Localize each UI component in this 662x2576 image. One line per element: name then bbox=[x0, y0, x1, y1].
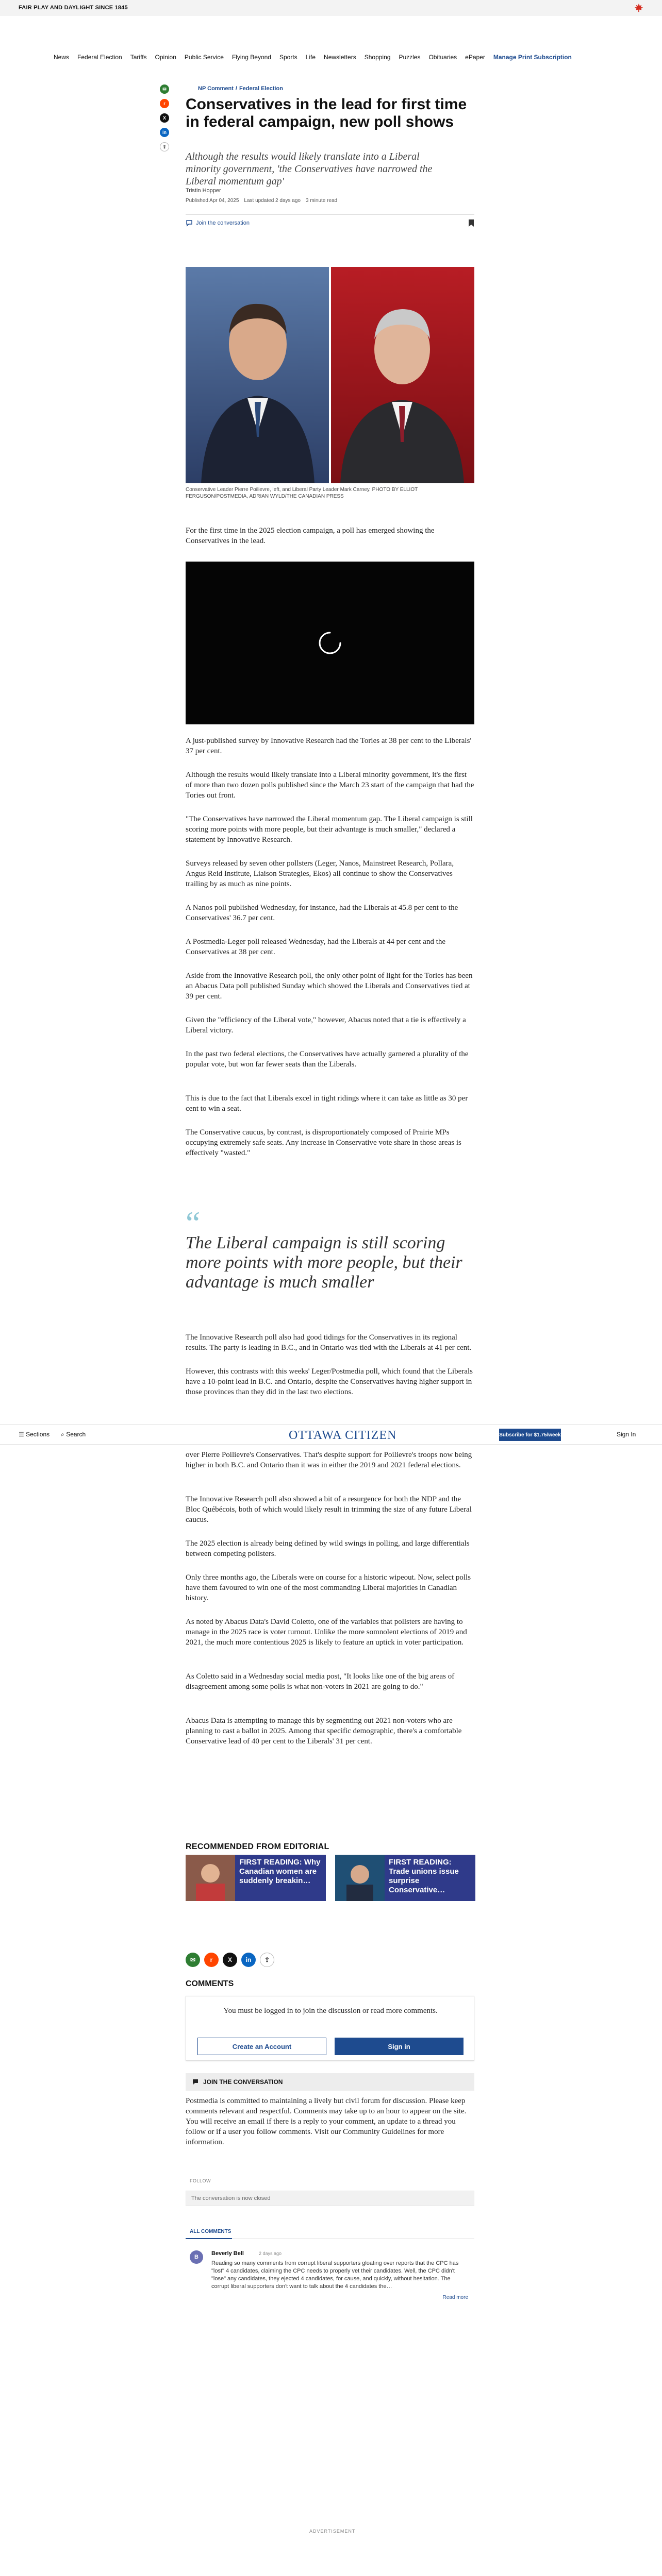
comment-item bbox=[186, 2246, 474, 2308]
recommended-heading: RECOMMENDED FROM EDITORIAL bbox=[186, 1842, 329, 1851]
updated-date: Last updated 2 days ago bbox=[244, 198, 301, 204]
paragraph-11: The Conservative caucus, by contrast, is disproportionately composed of Prairie MPs occupying extremely safe seats. Any increase in Conservative vote share in those areas is effectively "wasted." bbox=[186, 1128, 461, 1157]
recommended-card[interactable] bbox=[335, 1855, 475, 1901]
paragraph-20: Abacus Data is attempting to manage this by segmenting out 2021 non-voters who are planning to cast a ballot in 2025. Among that specific demographic, there's a comfortable Conservative lead of 40 per cent to the Liberals' 31 per cent. bbox=[186, 1717, 462, 1745]
x-share-icon[interactable]: X bbox=[160, 113, 169, 123]
search-button[interactable]: ⌕ Search bbox=[61, 1431, 86, 1438]
email-share-icon[interactable]: ✉ bbox=[160, 84, 169, 94]
nav-item-shopping[interactable]: Shopping bbox=[364, 54, 391, 61]
paragraph-9: In the past two federal elections, the Conservatives have actually garnered a plurality of the popular vote, but won far fewer seats than the Liberals. bbox=[186, 1050, 469, 1069]
site-logo[interactable]: OTTAWA CITIZEN bbox=[289, 1429, 397, 1442]
paragraph-8: Given the "efficiency of the Liberal vote," however, Abacus noted that a tie is effectively a Liberal victory. bbox=[186, 1016, 466, 1035]
main-nav bbox=[0, 49, 662, 65]
comments-heading: COMMENTS bbox=[186, 1979, 234, 1988]
subscribe-button[interactable]: Subscribe for $1.75/week bbox=[499, 1429, 561, 1441]
paragraph-10: This is due to the fact that Liberals excel in tight ridings where it can take as little as 30 per cent to win a seat. bbox=[186, 1094, 468, 1113]
breadcrumb-federal-election[interactable]: Federal Election bbox=[239, 86, 283, 92]
video-player[interactable] bbox=[186, 562, 474, 724]
nav-item-obituaries[interactable]: Obituaries bbox=[428, 54, 457, 61]
advertisement-label: ADVERTISEMENT bbox=[309, 2529, 356, 2534]
nav-item-puzzles[interactable]: Puzzles bbox=[399, 54, 421, 61]
top-bar bbox=[0, 0, 662, 15]
quote-mark-icon: “ bbox=[186, 1205, 201, 1241]
recommended-thumbnail bbox=[335, 1855, 385, 1901]
commenter-name[interactable]: Beverly Bell bbox=[211, 2250, 244, 2257]
avatar[interactable]: B bbox=[190, 2250, 203, 2264]
comment-bubble-icon bbox=[186, 219, 193, 227]
paragraph-6: A Postmedia-Leger poll released Wednesday, had the Liberals at 44 per cent and the Conservatives at 38 per cent. bbox=[186, 938, 446, 956]
reddit-share-icon[interactable]: r bbox=[160, 99, 169, 108]
maple-leaf-icon bbox=[634, 3, 643, 12]
more-share-icon[interactable]: ⇪ bbox=[260, 1953, 274, 1967]
loading-spinner-icon bbox=[316, 629, 344, 657]
comment-bubble-icon bbox=[192, 2078, 199, 2086]
login-prompt bbox=[186, 1996, 474, 2061]
conversation-closed-notice: The conversation is now closed bbox=[186, 2191, 474, 2206]
paragraph-4: Surveys released by seven other pollsters (Leger, Nanos, Mainstreet Research, Pollara, Angus Reid Institute, Liaison Strategies, Ekos) all continue to show the Conservatives trailing by as much as nine points. bbox=[186, 859, 454, 888]
comment-tabs bbox=[186, 2226, 474, 2239]
paragraph-18: As noted by Abacus Data's David Coletto, one of the variables that pollsters are having to manage in the 2025 race is voter turnout. Unlike the more somnolent elections of 2019 and 2021, the much more contentious 2025 is likely to feature an uptick in voter participation. bbox=[186, 1618, 467, 1647]
share-rail bbox=[160, 84, 169, 151]
paragraph-19: As Coletto said in a Wednesday social media post, "It looks like one of the big areas of disagreement among some polls is what non-voters in 2021 are going to do." bbox=[186, 1672, 455, 1691]
tab-all-comments[interactable]: ALL COMMENTS bbox=[190, 2229, 231, 2234]
join-conversation-row bbox=[186, 214, 474, 227]
paragraph-2: Although the results would likely translate into a Liberal minority government, it's the first of more than two dozen polls published since the March 23 start of the campaign that had the Tories out front. bbox=[186, 771, 474, 800]
follow-button[interactable]: FOLLOW bbox=[190, 2178, 211, 2183]
hero-photo bbox=[186, 267, 474, 483]
published-date: Published Apr 04, 2025 bbox=[186, 198, 239, 204]
page-title: Conservatives in the lead for first time in federal campaign, new poll shows bbox=[186, 96, 467, 130]
author-name[interactable]: Tristin Hopper bbox=[186, 188, 221, 194]
comment-time: 2 days ago bbox=[259, 2251, 282, 2256]
nav-item-newsletters[interactable]: Newsletters bbox=[324, 54, 356, 61]
x-share-icon[interactable]: X bbox=[223, 1953, 237, 1967]
lead-paragraph: For the first time in the 2025 election campaign, a poll has emerged showing the Conservatives in the lead. bbox=[186, 527, 435, 545]
nav-item-tariffs[interactable]: Tariffs bbox=[130, 54, 147, 61]
breadcrumb: NP Comment / Federal Election bbox=[198, 86, 283, 92]
email-share-icon[interactable]: ✉ bbox=[186, 1953, 200, 1967]
recommended-title: FIRST READING: Why Canadian women are suddenly breakin… bbox=[235, 1855, 326, 1901]
sticky-header bbox=[0, 1424, 662, 1445]
nav-item-flying-beyond[interactable]: Flying Beyond bbox=[231, 54, 271, 61]
bookmark-icon[interactable] bbox=[468, 219, 474, 227]
more-share-icon[interactable]: ⇪ bbox=[160, 142, 169, 151]
pull-quote bbox=[186, 1205, 485, 1292]
nav-item-sports[interactable]: Sports bbox=[279, 54, 297, 61]
paragraph-13: However, this contrasts with this weeks' Leger/Postmedia poll, which found that the Liberals have a 10-point lead in B.C. and Ontario, despite the Conservatives having higher support in those provinces than they did in the last two elections. bbox=[186, 1367, 473, 1396]
sign-in-button[interactable]: Sign in bbox=[335, 2038, 464, 2055]
paragraph-16: The 2025 election is already being defined by wild swings in polling, and large differentials between competing pollsters. bbox=[186, 1539, 470, 1558]
read-time: 3 minute read bbox=[305, 198, 338, 204]
paragraph-12: The Innovative Research poll also had good tidings for the Conservatives in its regional results. The party is leading in B.C., and in Ontario was tied with the Liberals at 41 per cent. bbox=[186, 1333, 472, 1352]
reddit-share-icon[interactable]: r bbox=[204, 1953, 219, 1967]
recommended-thumbnail bbox=[186, 1855, 235, 1901]
tagline: FAIR PLAY AND DAYLIGHT SINCE 1845 bbox=[19, 5, 128, 11]
nav-item-opinion[interactable]: Opinion bbox=[155, 54, 176, 61]
paragraph-17: Only three months ago, the Liberals were on course for a historic wipeout. Now, select polls have them favoured to win one of the most commanding Liberal majorities in Canadian history. bbox=[186, 1573, 471, 1602]
pull-quote-text: The Liberal campaign is still scoring more points with more people, but their advantage is much smaller bbox=[186, 1233, 462, 1292]
sign-in-link[interactable]: Sign In bbox=[617, 1431, 636, 1438]
join-conversation-link[interactable]: Join the conversation bbox=[186, 219, 250, 227]
photo-caption: Conservative Leader Pierre Poilievre, left, and Liberal Party Leader Mark Carney. PHOTO BY ELLIOT FERGUSON/POSTMEDIA, ADRIAN WYLD/THE CANADIAN PRESS bbox=[186, 487, 418, 499]
nav-item-news[interactable]: News bbox=[54, 54, 70, 61]
community-policy: Postmedia is committed to maintaining a lively but civil forum for discussion. Please keep comments relevant and respectful. Comments may take up to an hour to appear on the site. You will receive an email if there is a reply to your comment, an update to a thread you follow or if a user you follow comments. Visit our Community Guidelines for more information. bbox=[186, 2097, 467, 2146]
recommended-card[interactable] bbox=[186, 1855, 326, 1901]
paragraph-3: "The Conservatives have narrowed the Liberal momentum gap. The Liberal campaign is still scoring more points with more people, but their advantage is much smaller," declared a statement by Innovative Research. bbox=[186, 815, 473, 844]
linkedin-share-icon[interactable]: in bbox=[241, 1953, 256, 1967]
paragraph-5: A Nanos poll published Wednesday, for instance, had the Liberals at 45.8 per cent to the Conservatives' 36.7 per cent. bbox=[186, 904, 458, 922]
nav-item-public-service[interactable]: Public Service bbox=[184, 54, 224, 61]
read-more-link[interactable]: Read more bbox=[442, 2295, 468, 2300]
linkedin-share-icon[interactable]: in bbox=[160, 128, 169, 137]
comment-text: Reading so many comments from corrupt liberal supporters gloating over reports that the CPC has "lost" 4 candidates, claiming the CPC needs to properly vet their candidates. Well, the CPC didn't "lose" any candidates, they ejected 4 candidates, for cause, and quickly, without hesitation. The corrupt liberal supporters don't want to talk about the 4 candidates the… bbox=[211, 2260, 459, 2290]
article-dek: Although the results would likely translate into a Liberal minority government, 'the Conservatives have narrowed the Liberal momentum gap' bbox=[186, 151, 433, 187]
paragraph-7: Aside from the Innovative Research poll, the only other point of light for the Tories has been an Abacus Data poll published Sunday which showed the Liberals and Conservatives tied at 39 per cent. bbox=[186, 972, 473, 1001]
join-conversation-bar[interactable]: JOIN THE CONVERSATION bbox=[186, 2073, 474, 2091]
nav-item-life[interactable]: Life bbox=[305, 54, 316, 61]
manage-subscription-link[interactable]: Manage Print Subscription bbox=[493, 54, 572, 61]
paragraph-14: over Pierre Poilievre's Conservatives. That's despite support for Poilievre's troops now being higher in both B.C. and Ontario than it was in either the 2019 and 2021 federal elections. bbox=[186, 1451, 472, 1469]
share-row bbox=[186, 1953, 274, 1967]
login-message: You must be logged in to join the discussion or read more comments. bbox=[223, 2007, 438, 2015]
create-account-button[interactable]: Create an Account bbox=[197, 2038, 326, 2055]
article-dateline bbox=[186, 198, 337, 204]
nav-item-federal-election[interactable]: Federal Election bbox=[77, 54, 122, 61]
sections-menu[interactable]: ☰ Sections bbox=[19, 1431, 50, 1438]
breadcrumb-np-comment[interactable]: NP Comment bbox=[198, 86, 234, 92]
nav-item-epaper[interactable]: ePaper bbox=[465, 54, 485, 61]
paragraph-15: The Innovative Research poll also showed a bit of a resurgence for both the NDP and the Bloc Québécois, both of which would likely result in trimming the size of any future Liberal caucus. bbox=[186, 1495, 472, 1524]
recommended-title: FIRST READING: Trade unions issue surprise Conservative… bbox=[385, 1855, 475, 1901]
paragraph-1: A just-published survey by Innovative Research had the Tories at 38 per cent to the Liberals' 37 per cent. bbox=[186, 737, 472, 755]
